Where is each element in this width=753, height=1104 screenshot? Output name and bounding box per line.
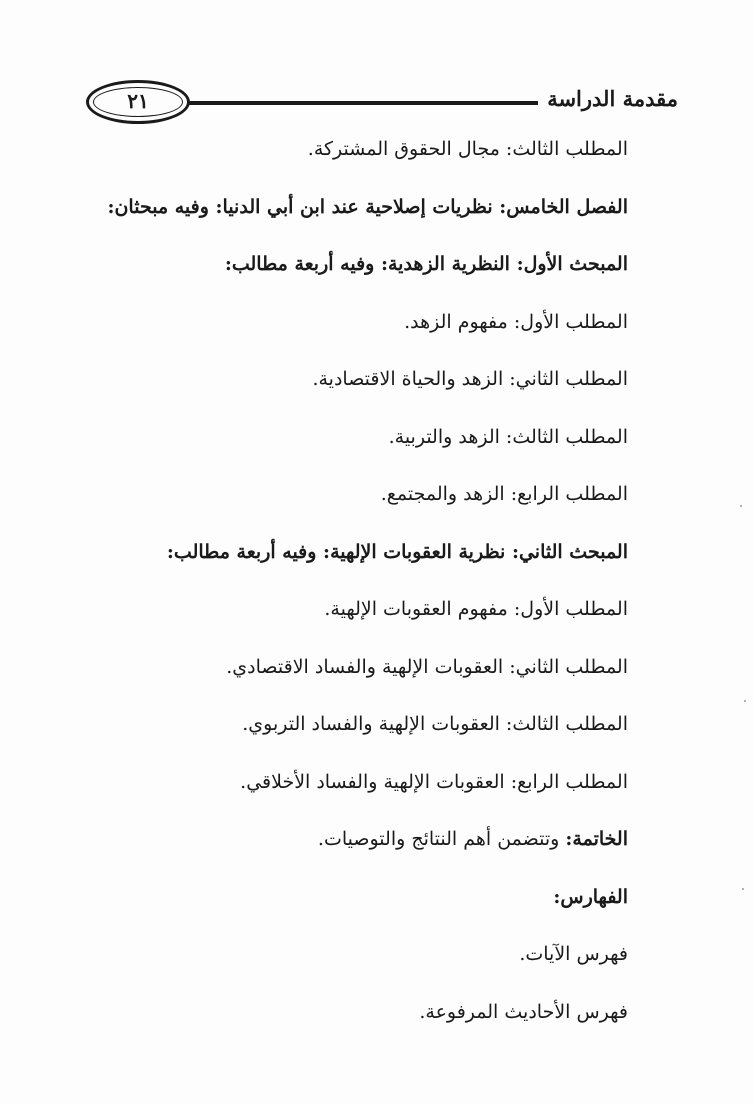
toc-line-matlab bbox=[108, 305, 628, 363]
toc-line-index-item bbox=[108, 995, 628, 1053]
toc-line-text: وتتضمن أهم النتائج والتوصيات. bbox=[317, 828, 566, 850]
toc-line-text: المطلب الرابع: الزهد والمجتمع. bbox=[380, 483, 628, 505]
toc-line-section bbox=[108, 535, 628, 593]
toc-line-text: المطلب الأول: مفهوم العقوبات الإلهية. bbox=[324, 598, 628, 620]
toc-line-text: الفصل الخامس: نظريات إصلاحية عند ابن أبي الدنيا: وفيه مبحثان: bbox=[107, 195, 628, 218]
toc-line-text: المبحث الأول: النظرية الزهدية: وفيه أربعة مطالب: bbox=[224, 253, 628, 275]
page-header bbox=[80, 72, 678, 132]
scan-speck bbox=[744, 700, 746, 702]
toc-line-text: المطلب الثالث: الزهد والتربية. bbox=[388, 425, 628, 448]
toc-line-matlab bbox=[108, 362, 628, 420]
toc-line-matlab bbox=[108, 132, 628, 190]
toc-line-matlab bbox=[108, 707, 628, 765]
header-rule bbox=[188, 101, 538, 105]
toc-line-text: فهرس الأحاديث المرفوعة. bbox=[419, 1000, 628, 1023]
toc-line-index-item bbox=[108, 937, 628, 995]
toc-line-chapter bbox=[108, 190, 628, 248]
toc-line-text: فهرس الآيات. bbox=[519, 943, 628, 965]
toc-line-text: الفهارس: bbox=[553, 885, 628, 908]
toc-line-text: المطلب الأول: مفهوم الزهد. bbox=[404, 310, 628, 333]
toc-line-text: المطلب الثاني: الزهد والحياة الاقتصادية. bbox=[312, 368, 628, 390]
scan-speck bbox=[740, 505, 742, 507]
toc-line-conclusion bbox=[108, 822, 628, 880]
toc-line-indexes bbox=[108, 880, 628, 938]
page-number-frame bbox=[86, 80, 190, 124]
page-number: ٢١ bbox=[127, 89, 149, 113]
toc-line-text: المبحث الثاني: نظرية العقوبات الإلهية: وفيه أربعة مطالب: bbox=[166, 540, 628, 563]
toc-line-matlab bbox=[108, 650, 628, 708]
toc-line-text: المطلب الثالث: مجال الحقوق المشتركة. bbox=[307, 138, 628, 160]
toc-line-prefix: الخاتمة: bbox=[565, 828, 628, 850]
toc-line-text: المطلب الثاني: العقوبات الإلهية والفساد الاقتصادي. bbox=[226, 655, 628, 678]
toc-line-matlab bbox=[108, 592, 628, 650]
toc-line-matlab bbox=[108, 765, 628, 823]
toc-list bbox=[108, 132, 628, 1052]
toc-line-text: المطلب الرابع: العقوبات الإلهية والفساد الأخلاقي. bbox=[240, 770, 628, 793]
toc-line-matlab bbox=[108, 420, 628, 478]
running-header-title: مقدمة الدراسة bbox=[547, 86, 678, 111]
toc-line-text: المطلب الثالث: العقوبات الإلهية والفساد التربوي. bbox=[242, 713, 628, 735]
toc-line-section bbox=[108, 247, 628, 305]
toc-line-matlab bbox=[108, 477, 628, 535]
scan-speck bbox=[742, 888, 744, 890]
